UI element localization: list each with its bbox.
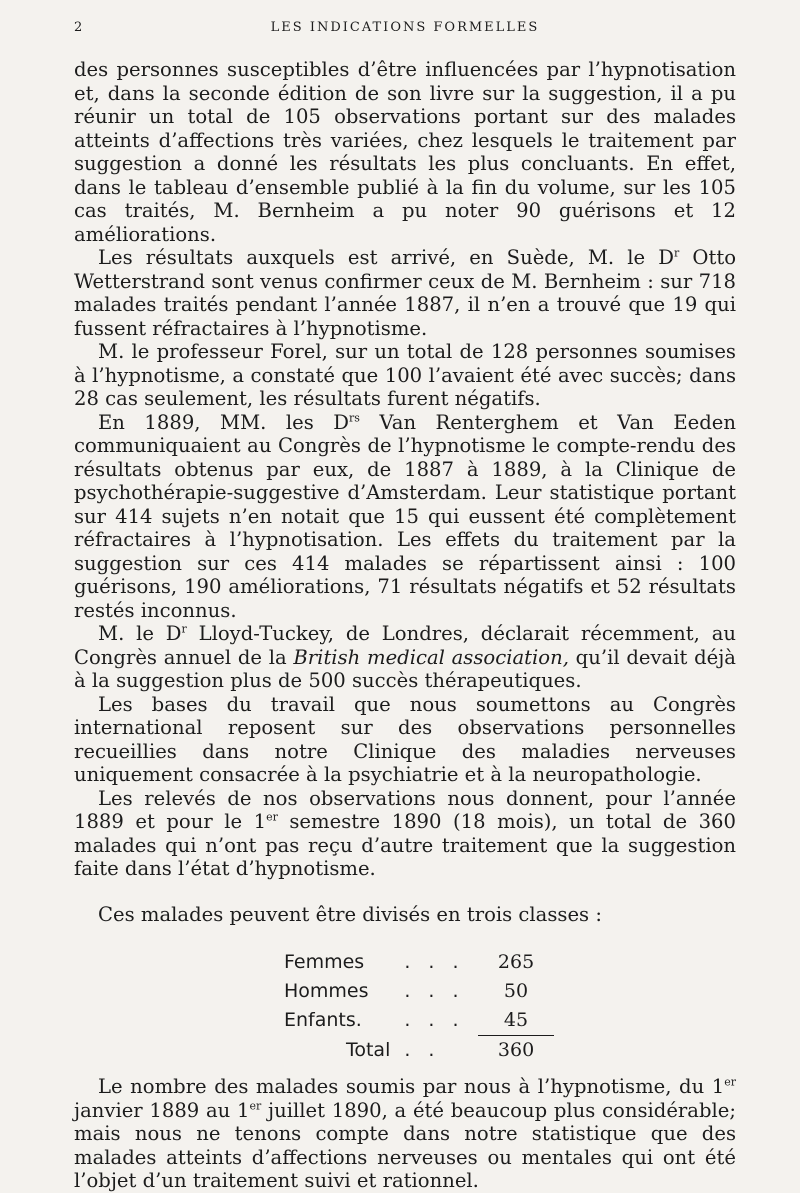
paragraph-6: Les bases du travail que nous soumettons au Congrès international reposent sur des observations personnelles recueillies dans notre Clinique des maladies nerveuses uniquement consacrée à la psychiatrie et à la neuropathologie.	[74, 692, 736, 786]
paragraph-7: Les relevés de nos observations nous donnent, pour l’année 1889 et pour le 1er semestre 1890 (18 mois), un total de 360 malades qui n’ont pas reçu d’autre traitement que la suggestion faite dans l’état d’hypnotisme.	[74, 786, 736, 880]
paragraph-2: Les résultats auxquels est arrivé, en Suède, M. le $D^r$ Otto Wetterstrand sont venus confirmer ceux de M. Bernheim : sur 718 malades traités pendant l’année 1887, il n’en a trouvé que 19 qui fussent réfractaires à l’hypnotisme.	[74, 246, 736, 340]
paragraph-1: des personnes susceptibles d’être influencées par l’hypnotisation et, dans la seconde édition de son livre sur la suggestion, il a pu réunir un total de 105 observations portant sur des malades atteints d’affections très variées, chez lesquels le traitement par suggestion a donné les résultats les plus concluants. En effet, dans le tableau d’ensemble publié à la fin du volume, sur les 105 cas traités, M. Bernheim a pu noter 90 guérisons et 12 améliorations.	[74, 58, 736, 246]
paragraph-5: M. le $D^r$ Lloyd-Tuckey, de Londres, déclarait récemment, au Congrès annuel de la British medical association, qu’il devait déjà à la suggestion plus de 500 succès thérapeutiques.	[74, 622, 736, 692]
table-row: Hommes . . . 50	[284, 979, 529, 1002]
table-row: Enfants. . . . 45	[284, 1006, 554, 1036]
running-title: LES INDICATIONS FORMELLES	[270, 20, 540, 35]
paragraph-9: Le nombre des malades soumis par nous à l’hypnotisme, du 1er janvier 1889 au 1er juillet 1890, a été beaucoup plus considérable; mais nous ne tenons compte dans notre statistique que des malades atteints d’affections nerveuses ou mentales qui ont été l’objet d’un traitement suivi et rationnel.	[74, 1075, 736, 1192]
table-total-row: Total . . 360	[345, 1038, 535, 1061]
page-body	[74, 58, 736, 1193]
paragraph-8: Ces malades peuvent être divisés en trois classes :	[98, 902, 602, 926]
patient-class-table	[284, 948, 554, 1065]
page-number: 2	[74, 20, 85, 35]
journal-title: British medical association,	[293, 645, 569, 669]
table-row: Femmes . . . 265	[284, 950, 535, 973]
paragraph-3: M. le professeur Forel, sur un total de 128 personnes soumises à l’hypnotisme, a constaté que 100 l’avaient été avec succès; dans 28 cas seulement, les résultats furent négatifs.	[74, 340, 736, 410]
paragraph-4: En 1889, MM. les $D^{rs}$ Van Renterghem et Van Eeden communiquaient au Congrès de l’hypnotisme le compte-rendu des résultats obtenus par eux, de 1887 à 1889, à la Clinique de psychothérapie-suggestive d’Amsterdam. Leur statistique portant sur 414 sujets n’en notait que 15 qui eussent été complètement réfractaires à l’hypnotisation. Les effets du traitement par la suggestion sur ces 414 malades se répartissent ainsi : 100 guérisons, 190 améliorations, 71 résultats négatifs et 52 résultats restés inconnus.	[74, 410, 736, 622]
page-header	[74, 20, 736, 42]
